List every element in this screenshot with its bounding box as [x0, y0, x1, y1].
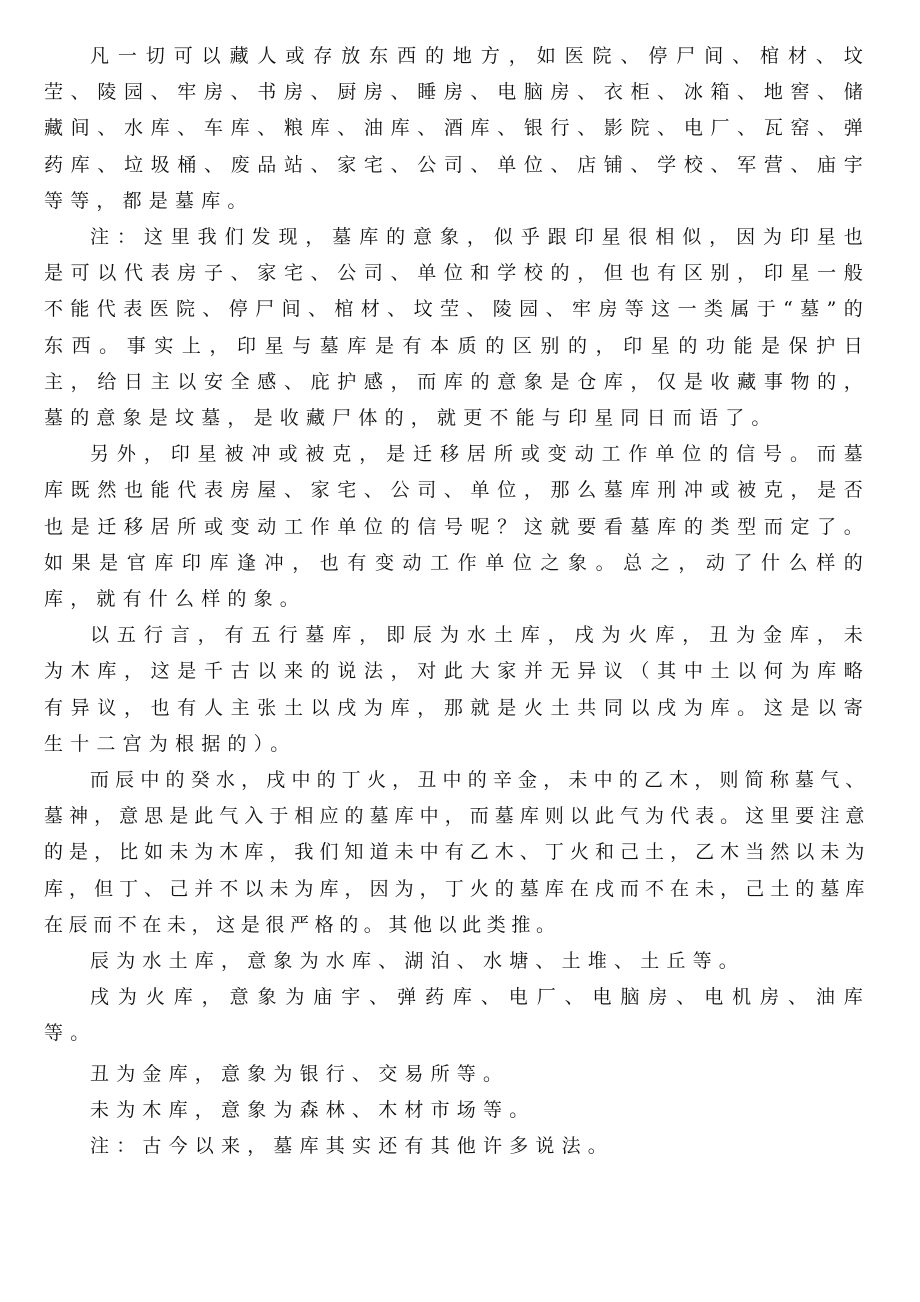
paragraph-9: 未为木库，意象为森林、木材市场等。 — [90, 1098, 536, 1121]
paragraph-6: 辰为水土库，意象为水库、湖泊、水塘、土堆、土丘等。 — [90, 950, 746, 973]
paragraph-7: 戌为火库，意象为庙宇、弹药库、电厂、电脑房、电机房、油库等。 — [44, 986, 870, 1045]
paragraph-10: 注：古今以来，墓库其实还有其他许多说法。 — [90, 1135, 615, 1158]
paragraph-8: 丑为金库，意象为银行、交易所等。 — [90, 1062, 510, 1085]
paragraph-1: 凡一切可以藏人或存放东西的地方，如医院、停尸间、棺材、坟茔、陵园、牢房、书房、厨房、睡房、电脑房、衣柜、冰箱、地窖、储藏间、水库、车库、粮库、油库、酒库、银行、影院、电厂、瓦窑、弹药库、垃圾桶、废品站、家宅、公司、单位、店铺、学校、军营、庙宇等等，都是墓库。 — [44, 45, 870, 212]
paragraph-5: 而辰中的癸水，戌中的丁火，丑中的辛金，未中的乙木，则简称墓气、墓神，意思是此气入于相应的墓库中，而墓库则以此气为代表。这里要注意的是，比如未为木库，我们知道未中有乙木、丁火和己土，乙木当然以未为库，但丁、己并不以未为库，因为，丁火的墓库在戌而不在未，己土的墓库在辰而不在未，这是很严格的。其他以此类推。 — [44, 769, 870, 936]
paragraph-4: 以五行言，有五行墓库，即辰为水土库，戌为火库，丑为金库，未为木库，这是千古以来的说法，对此大家并无异议（其中土以何为库略有异议，也有人主张土以戌为库，那就是火土共同以戌为库。这是以寄生十二宫为根据的）。 — [44, 624, 870, 755]
paragraph-3: 另外，印星被冲或被克，是迁移居所或变动工作单位的信号。而墓库既然也能代表房屋、家宅、公司、单位，那么墓库刑冲或被克，是否也是迁移居所或变动工作单位的信号呢？这就要看墓库的类型而定了。如果是官库印库逢冲，也有变动工作单位之象。总之，动了什么样的库，就有什么样的象。 — [44, 443, 870, 611]
paragraph-2: 注：这里我们发现，墓库的意象，似乎跟印星很相似，因为印星也是可以代表房子、家宅、公司、单位和学校的，但也有区别，印星一般不能代表医院、停尸间、棺材、坟茔、陵园、牢房等这一类属于“墓”的东西。事实上，印星与墓库是有本质的区别的，印星的功能是保护日主，给日主以安全感、庇护感，而库的意象是仓库，仅是收藏事物的，墓的意象是坟墓，是收藏尸体的，就更不能与印星同日而语了。 — [44, 226, 870, 430]
document-page — [44, 38, 870, 1164]
